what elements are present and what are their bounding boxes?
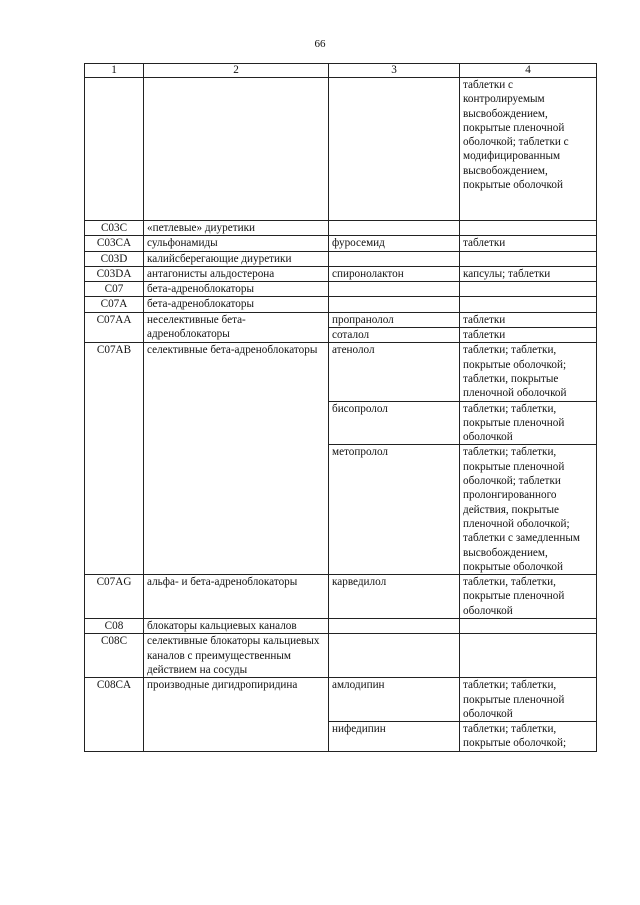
atc-code: C03DA (85, 266, 144, 281)
table-row (85, 678, 597, 722)
dosage-form (460, 251, 597, 266)
group-name: бета-адреноблокаторы (144, 297, 329, 312)
dosage-form (460, 282, 597, 297)
dosage-form (460, 619, 597, 634)
dosage-form: таблетки (460, 328, 597, 343)
group-name: калийсберегающие диуретики (144, 251, 329, 266)
drug-name: пропранолол (329, 312, 460, 327)
atc-code: C07AG (85, 575, 144, 619)
table-row (85, 78, 597, 221)
dosage-form (460, 634, 597, 678)
drug-name: карведилол (329, 575, 460, 619)
table-row (85, 619, 597, 634)
atc-code: C08 (85, 619, 144, 634)
atc-code: C08C (85, 634, 144, 678)
drug-name: метопролол (329, 445, 460, 575)
group-name (144, 78, 329, 221)
drug-name: фуросемид (329, 236, 460, 251)
table-row (85, 251, 597, 266)
table-row (85, 282, 597, 297)
dosage-form: капсулы; таблетки (460, 266, 597, 281)
dosage-form: таблетки; таблетки, покрытые оболочкой; (460, 722, 597, 752)
dosage-form: таблетки; таблетки, покрытые пленочной оболочкой (460, 678, 597, 722)
dosage-form: таблетки; таблетки, покрытые пленочной оболочкой; таблетки пролонгированного действия, покрытые пленочной оболочкой; таблетки с замедленным высвобождением, покрытые оболочкой (460, 445, 597, 575)
drug-name: спиронолактон (329, 266, 460, 281)
group-name: «петлевые» диуретики (144, 221, 329, 236)
table-row (85, 343, 597, 401)
table-row (85, 575, 597, 619)
page-number: 66 (314, 38, 326, 50)
group-name: бета-адреноблокаторы (144, 282, 329, 297)
group-name: производные дигидропиридина (144, 678, 329, 751)
dosage-form: таблетки (460, 236, 597, 251)
atc-code: C07A (85, 297, 144, 312)
table-row (85, 297, 597, 312)
dosage-form: таблетки; таблетки, покрытые оболочкой; таблетки, покрытые пленочной оболочкой (460, 343, 597, 401)
column-header: 4 (460, 64, 597, 78)
drug-name (329, 78, 460, 221)
dosage-form: таблетки с контролируемым высвобождением, покрытые пленочной оболочкой; таблетки с модифицированным высвобождением, покрытые оболочкой (460, 78, 597, 221)
group-name: селективные блокаторы кальциевых каналов с преимущественным действием на сосуды (144, 634, 329, 678)
drug-name: нифедипин (329, 722, 460, 752)
atc-code: C03D (85, 251, 144, 266)
column-header: 1 (85, 64, 144, 78)
group-name: блокаторы кальциевых каналов (144, 619, 329, 634)
table-row (85, 312, 597, 327)
table-row (85, 266, 597, 281)
drug-name: атенолол (329, 343, 460, 401)
drug-name: бисопролол (329, 401, 460, 445)
atc-code: C08CA (85, 678, 144, 751)
drug-name: амлодипин (329, 678, 460, 722)
atc-code: C03C (85, 221, 144, 236)
column-header: 2 (144, 64, 329, 78)
drug-name (329, 619, 460, 634)
dosage-form (460, 297, 597, 312)
group-name: альфа- и бета-адреноблокаторы (144, 575, 329, 619)
table-row (85, 634, 597, 678)
drug-name (329, 251, 460, 266)
column-header: 3 (329, 64, 460, 78)
drug-name: соталол (329, 328, 460, 343)
atc-code: C07AB (85, 343, 144, 575)
atc-code: C03CA (85, 236, 144, 251)
drug-name (329, 297, 460, 312)
group-name: селективные бета-адреноблокаторы (144, 343, 329, 575)
dosage-form: таблетки, таблетки, покрытые пленочной оболочкой (460, 575, 597, 619)
drug-name (329, 282, 460, 297)
header-row (85, 64, 597, 78)
atc-code (85, 78, 144, 221)
dosage-form: таблетки; таблетки, покрытые пленочной оболочкой (460, 401, 597, 445)
table-row (85, 221, 597, 236)
atc-code: C07 (85, 282, 144, 297)
group-name: неселективные бета-адреноблокаторы (144, 312, 329, 343)
group-name: антагонисты альдостерона (144, 266, 329, 281)
drug-name (329, 634, 460, 678)
dosage-form: таблетки (460, 312, 597, 327)
dosage-form (460, 221, 597, 236)
drug-table (84, 63, 597, 752)
table-row (85, 236, 597, 251)
atc-code: C07AA (85, 312, 144, 343)
group-name: сульфонамиды (144, 236, 329, 251)
drug-name (329, 221, 460, 236)
